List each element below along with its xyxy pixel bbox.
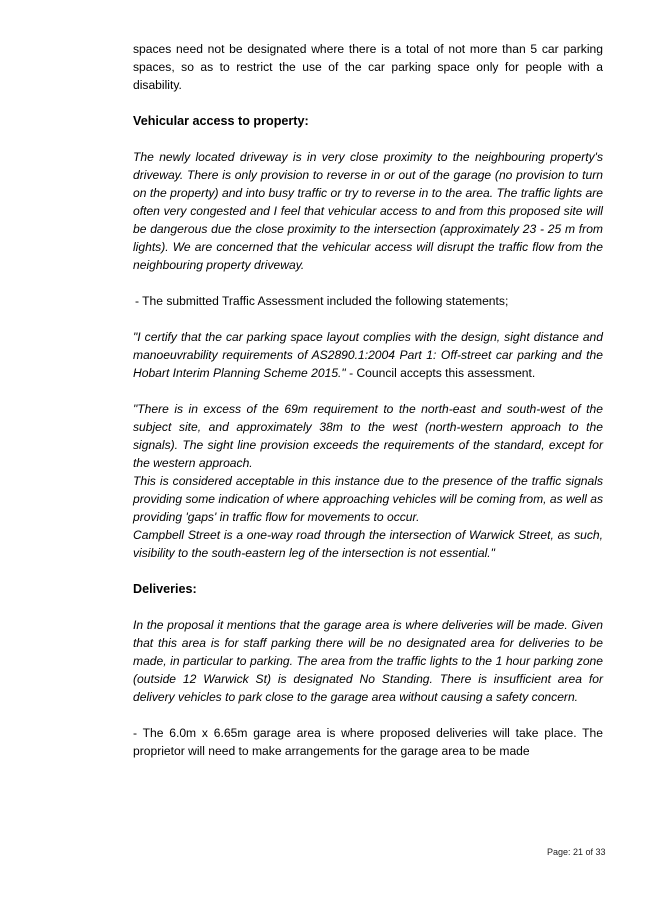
paragraph-driveway-concern: The newly located driveway is in very close proximity to the neighbouring property's driveway. There is only provision to reverse in or out of the garage (no provision to turn on the property) and into busy traffic or try to reverse in to the area. The traffic lights are often very congested and I feel that vehicular access to and from this proposed site will be dangerous due the close proximity to the intersection (approximately 23 - 25 m from lights). We are concerned that the vehicular access will disrupt the traffic flow from the neighbouring property driveway. (133, 150, 603, 272)
page-number: Page: 21 of 33 (547, 847, 606, 857)
paragraph-disability-spaces: spaces need not be designated where there is a total of not more than 5 car parking spaces, so as to restrict the use of the car parking space only for people with a disability. (133, 42, 603, 92)
certification-quote: "I certify that the car parking space layout complies with the design, sight distance and manoeuvrability requirements of AS2890.1:2004 Part 1: Off-street car parking and the Hobart Interim Planning Scheme 2015." (133, 330, 603, 380)
paragraph-traffic-assessment-intro: - The submitted Traffic Assessment included the following statements; (135, 294, 509, 308)
paragraph-traffic-signals: This is considered acceptable in this instance due to the presence of the traffic signals providing some indication of where approaching vehicles will be coming from, as well as providing 'gaps' in traffic flow for movements to occur. (133, 474, 603, 524)
paragraph-campbell-street: Campbell Street is a one-way road through the intersection of Warwick Street, as such, visibility to the south-eastern leg of the intersection is not essential." (133, 528, 603, 560)
council-accepts-text: - Council accepts this assessment. (345, 366, 536, 380)
paragraph-deliveries-concern: In the proposal it mentions that the garage area is where deliveries will be made. Given that this area is for staff parking there will be no designated area for deliveries to be made, in particular to parking. The area from the traffic lights to the 1 hour parking zone (outside 12 Warwick St) is designated No Standing. There is insufficient area for delivery vehicles to park close to the garage area without causing a safety concern. (133, 618, 603, 704)
paragraph-certification (133, 328, 603, 382)
heading-vehicular-access: Vehicular access to property: (133, 114, 309, 128)
heading-deliveries: Deliveries: (133, 582, 197, 596)
paragraph-sight-distance: "There is in excess of the 69m requirement to the north-east and south-west of the subject site, and approximately 38m to the west (north-western approach to the signals). The sight line provision exceeds the requirements of the standard, except for the western approach. (133, 402, 603, 470)
document-page (133, 40, 603, 760)
paragraph-garage-deliveries: - The 6.0m x 6.65m garage area is where proposed deliveries will take place. The proprietor will need to make arrangements for the garage area to be made (133, 726, 603, 758)
